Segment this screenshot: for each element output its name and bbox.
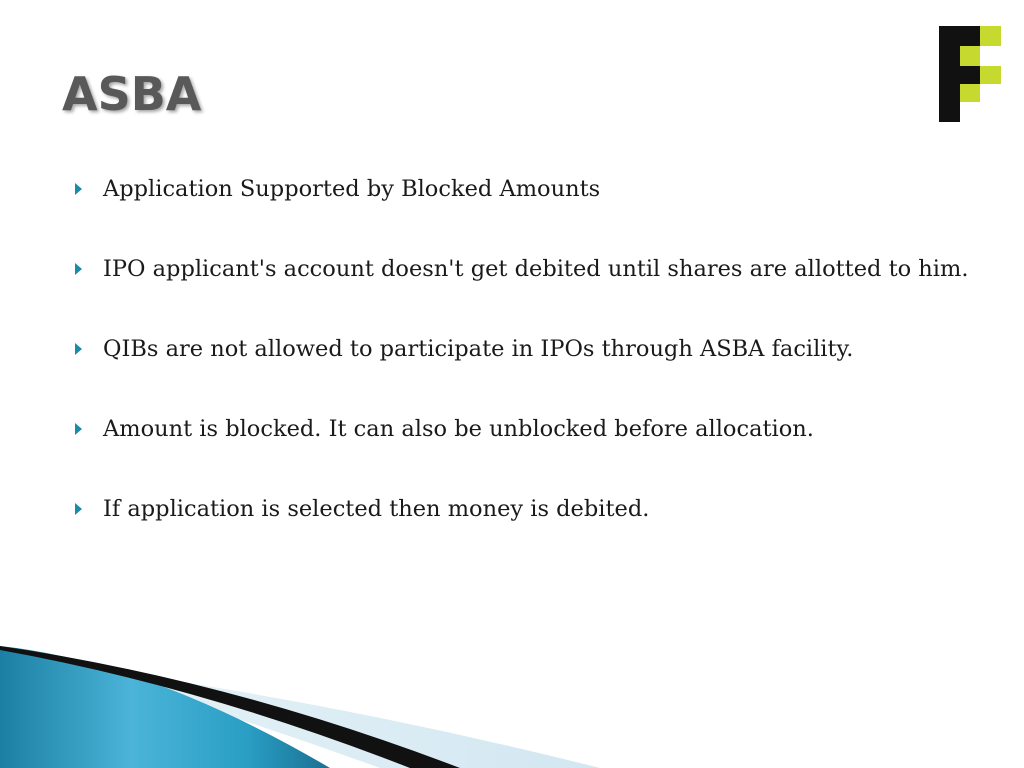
triangle-right-icon (75, 423, 82, 435)
bullet-list (72, 172, 972, 572)
triangle-right-icon (75, 343, 82, 355)
bullet-item (72, 172, 972, 206)
triangle-right-icon (75, 503, 82, 515)
bullet-text: Amount is blocked. It can also be unblocked before allocation. (103, 416, 814, 442)
bullet-text: QIBs are not allowed to participate in IPOs through ASBA facility. (103, 336, 854, 362)
bullet-item (72, 492, 972, 526)
triangle-right-icon (75, 263, 82, 275)
bullet-text: Application Supported by Blocked Amounts (103, 176, 601, 202)
slide-title: ASBA (62, 67, 202, 121)
triangle-right-icon (75, 183, 82, 195)
bullet-item (72, 252, 972, 286)
bullet-text: IPO applicant's account doesn't get debited until shares are allotted to him. (103, 256, 969, 282)
bullet-item (72, 332, 972, 366)
bullet-item (72, 412, 972, 446)
wave-decoration (0, 640, 1024, 768)
f-logo-icon (939, 26, 1001, 122)
bullet-text: If application is selected then money is debited. (103, 496, 650, 522)
